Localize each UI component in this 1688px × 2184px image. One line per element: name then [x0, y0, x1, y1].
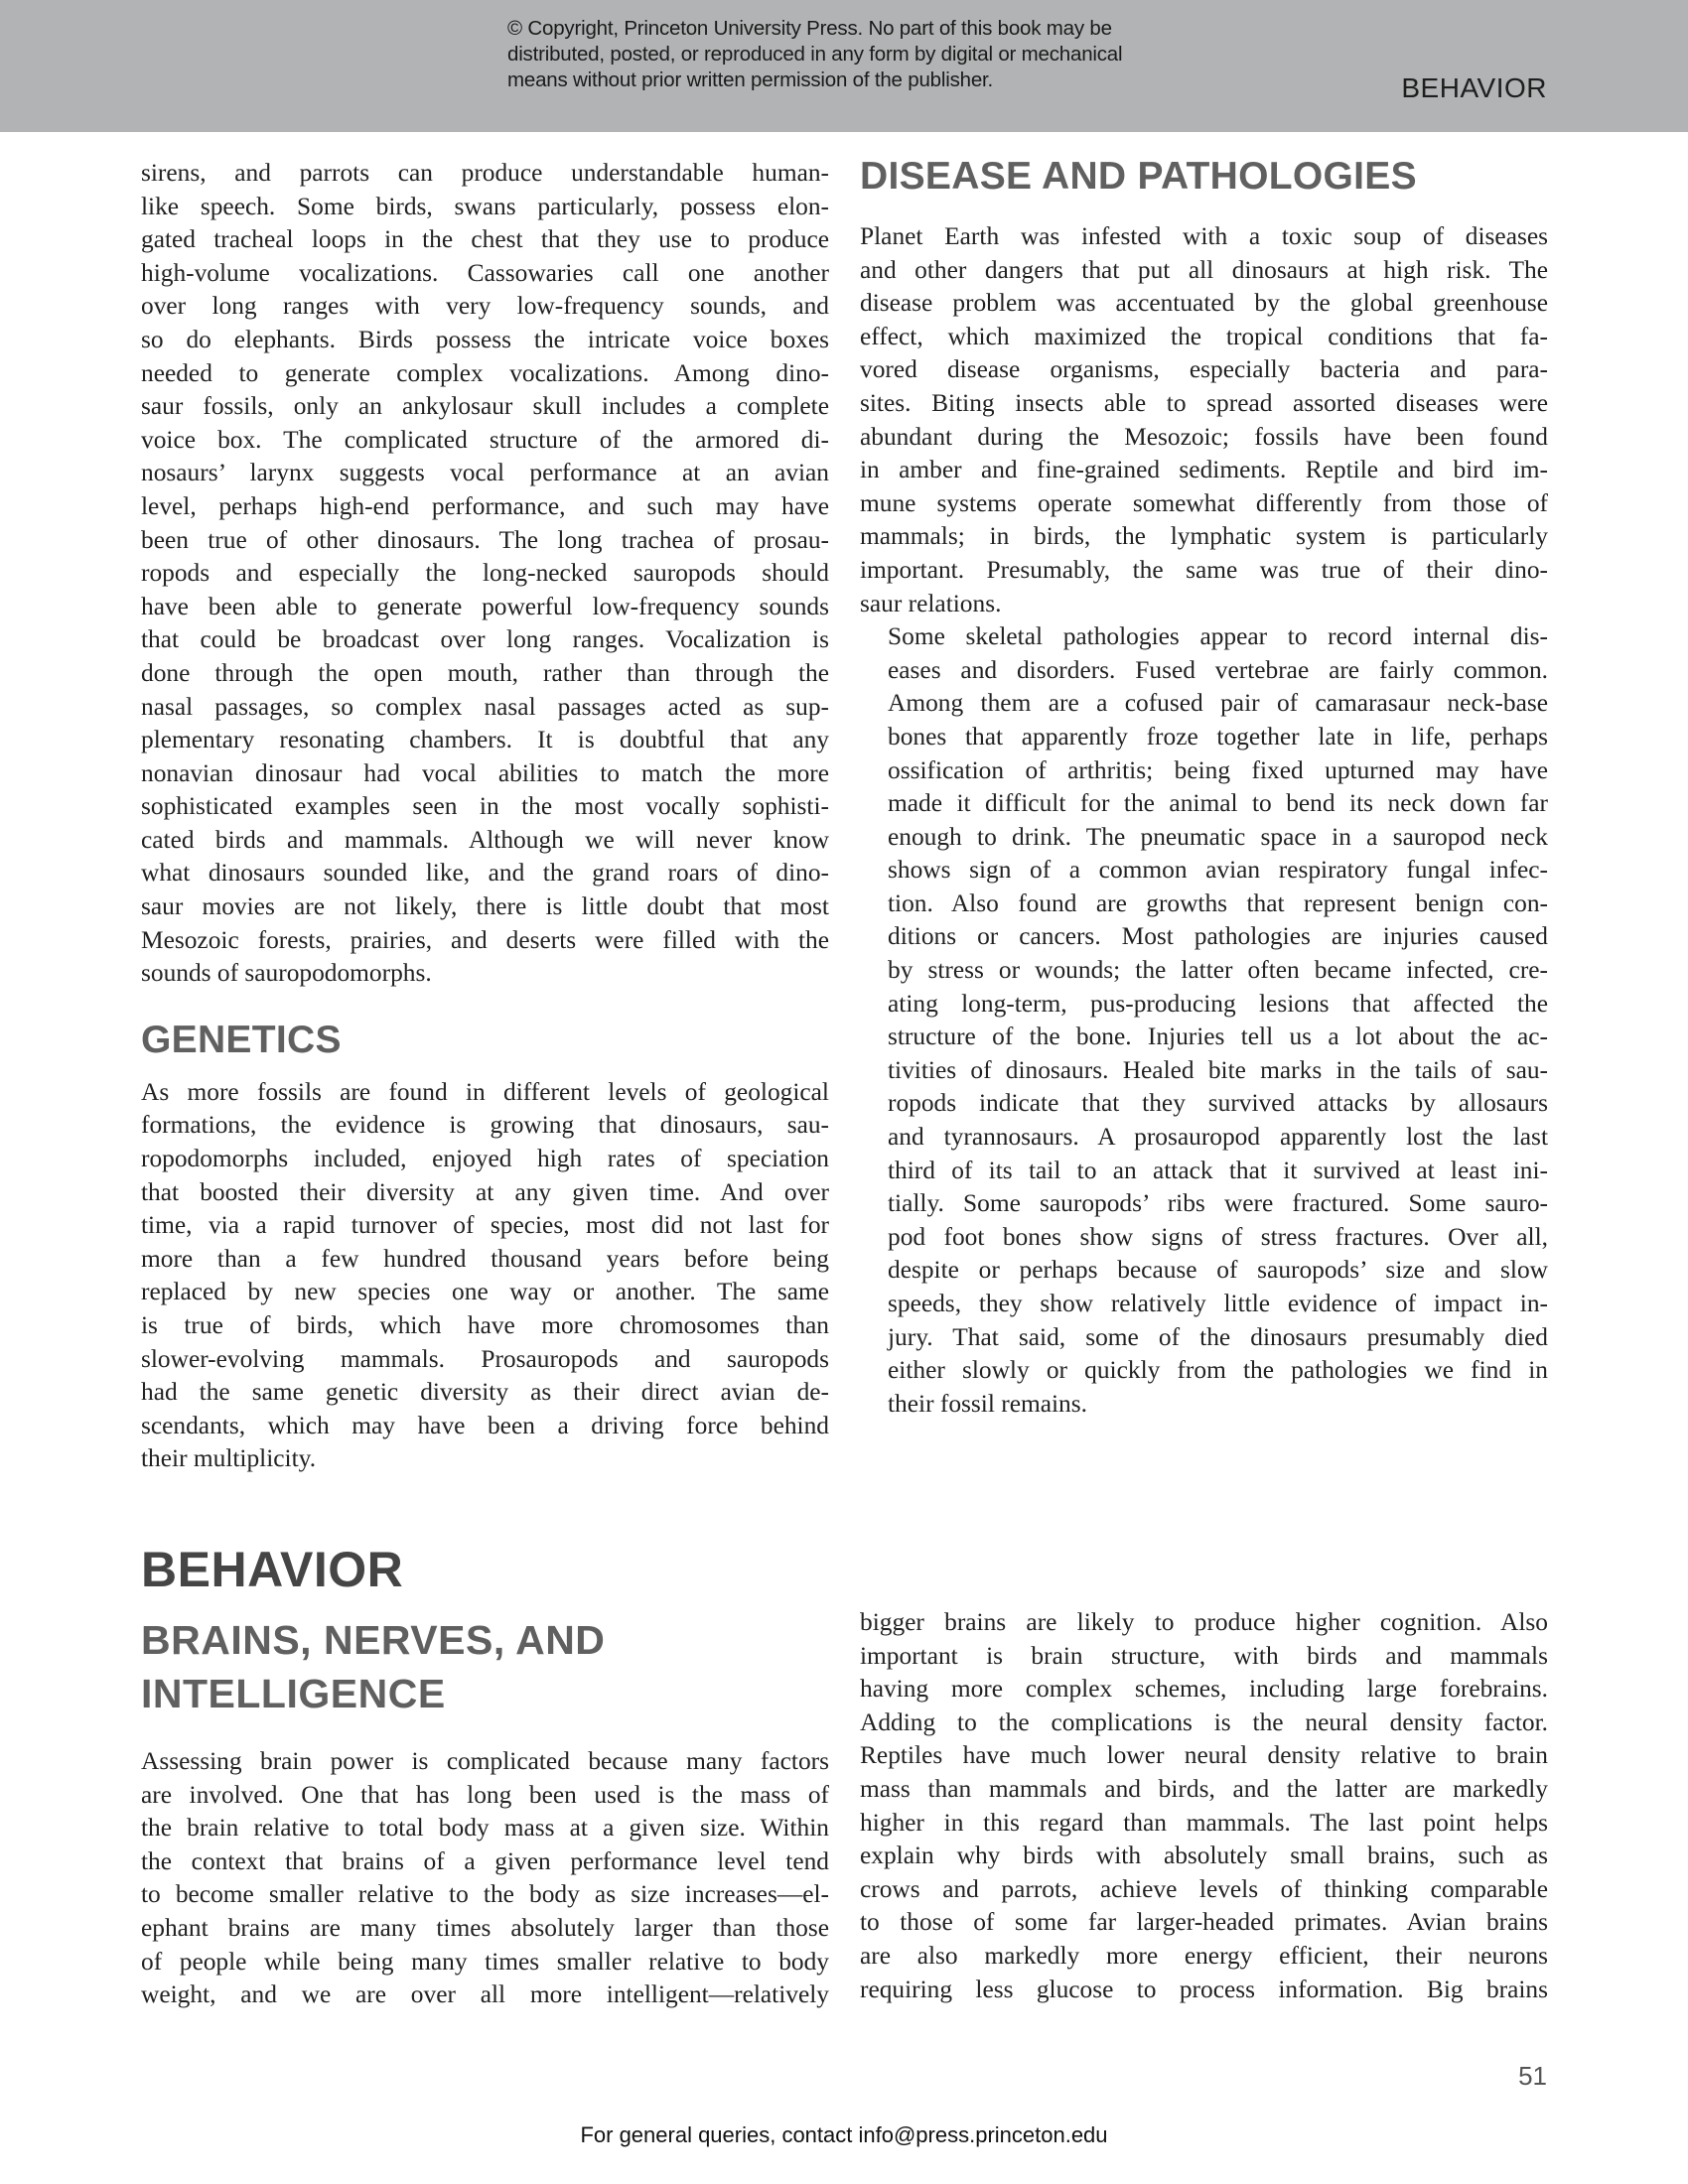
text-line: ephant brains are many times absolutely larger than those	[141, 1913, 829, 1942]
text-line: that could be broadcast over long ranges. Vocalization is	[141, 625, 829, 654]
text-line: in amber and fine-grained sediments. Reptile and bird im-	[860, 456, 1548, 484]
text-line: so do elephants. Birds possess the intricate voice boxes	[141, 325, 829, 353]
text-line: nonavian dinosaur had vocal abilities to match the more	[141, 758, 829, 787]
text-line: the brain relative to total body mass at a given size. Within	[141, 1814, 829, 1843]
subheading-line: INTELLIGENCE	[141, 1671, 446, 1716]
section-heading-genetics: GENETICS	[141, 1018, 342, 1061]
text-line: ditions or cancers. Most pathologies are injuries caused	[888, 922, 1548, 951]
text-line: the context that brains of a given performance level tend	[141, 1846, 829, 1875]
text-line: to those of some far larger-headed primates. Avian brains	[860, 1908, 1548, 1937]
text-line: As more fossils are found in different levels of geological	[141, 1077, 829, 1106]
text-line: voice box. The complicated structure of the armored di-	[141, 425, 829, 454]
top-left-column	[141, 157, 829, 1476]
text-line: what dinosaurs sounded like, and the grand roars of dino-	[141, 859, 829, 887]
bottom-right-column	[860, 1606, 1548, 2006]
text-line: eases and disorders. Fused vertebrae are fairly common.	[888, 655, 1548, 684]
copyright-line: © Copyright, Princeton University Press. No part of this book may be	[507, 17, 1112, 40]
text-line: had the same genetic diversity as their direct avian de-	[141, 1378, 829, 1407]
text-line: their fossil remains.	[888, 1389, 1087, 1418]
text-line: saur fossils, only an ankylosaur skull includes a complete	[141, 392, 829, 421]
text-line: by stress or wounds; the latter often became infected, cre-	[888, 956, 1548, 985]
text-line: scendants, which may have been a driving force behind	[141, 1411, 829, 1439]
genetics-paragraph	[141, 1076, 829, 1476]
text-line: gated tracheal loops in the chest that they use to produce	[141, 225, 829, 254]
text-line: mune systems operate somewhat differently from those of	[860, 488, 1548, 517]
text-line: Adding to the complications is the neural density factor.	[860, 1707, 1548, 1736]
text-line: time, via a rapid turnover of species, most did not last for	[141, 1211, 829, 1240]
text-line: enough to drink. The pneumatic space in a sauropod neck	[888, 822, 1548, 851]
text-line: made it difficult for the animal to bend its neck down far	[888, 789, 1548, 818]
text-line: needed to generate complex vocalizations. Among dino-	[141, 358, 829, 387]
text-line: structure of the bone. Injuries tell us a lot about the ac-	[888, 1023, 1548, 1051]
text-line: sophisticated examples seen in the most vocally sophisti-	[141, 792, 829, 821]
text-line: higher in this regard than mammals. The last point helps	[860, 1808, 1548, 1837]
text-line: ropods and especially the long-necked sauropods should	[141, 559, 829, 588]
text-line: been true of other dinosaurs. The long trachea of prosau-	[141, 525, 829, 554]
text-line: slower-evolving mammals. Prosauropods and sauropods	[141, 1344, 829, 1373]
continuation-paragraph	[141, 157, 829, 991]
text-line: jury. That said, some of the dinosaurs presumably died	[888, 1322, 1548, 1351]
text-line: pod foot bones show signs of stress fractures. Over all,	[888, 1222, 1548, 1251]
text-line: important. Presumably, the same was true of their dino-	[860, 555, 1548, 584]
text-line: disease problem was accentuated by the global greenhouse	[860, 289, 1548, 318]
copyright-line: distributed, posted, or reproduced in any form by digital or mechanical	[507, 43, 1123, 66]
disease-paragraph-2	[860, 620, 1548, 1421]
text-line: having more complex schemes, including large forebrains.	[860, 1675, 1548, 1704]
text-line: are involved. One that has long been used is the mass of	[141, 1780, 829, 1809]
text-line: nasal passages, so complex nasal passages acted as sup-	[141, 692, 829, 721]
text-line: their multiplicity.	[141, 1444, 317, 1473]
text-line: effect, which maximized the tropical conditions that fa-	[860, 322, 1548, 350]
text-line: high-volume vocalizations. Cassowaries call one another	[141, 258, 829, 287]
text-line: bones that apparently froze together late in life, perhaps	[888, 722, 1548, 751]
text-line: requiring less glucose to process information. Big brains	[860, 1975, 1548, 2003]
running-head: BEHAVIOR	[1401, 72, 1547, 103]
text-line: speeds, they show relatively little evidence of impact in-	[888, 1290, 1548, 1317]
text-line: important is brain structure, with birds and mammals	[860, 1641, 1548, 1670]
text-line: despite or perhaps because of sauropods’ size and slow	[888, 1256, 1548, 1285]
text-line: sites. Biting insects able to spread assorted diseases were	[860, 388, 1548, 417]
text-line: saur movies are not likely, there is little doubt that most	[141, 892, 829, 921]
text-line: ropods indicate that they survived attacks by allosaurs	[888, 1089, 1548, 1118]
copyright-header-bar	[0, 0, 1688, 132]
brains-paragraph-right	[860, 1606, 1548, 2006]
contact-footer: For general queries, contact info@press.princeton.edu	[580, 2122, 1108, 2147]
text-line: vored disease organisms, especially bacteria and para-	[860, 355, 1548, 384]
text-line: explain why birds with absolutely small brains, such as	[860, 1842, 1548, 1870]
chapter-heading: BEHAVIOR	[141, 1542, 404, 1597]
text-line: and tyrannosaurs. A prosauropod apparently lost the last	[888, 1123, 1548, 1152]
text-line: and other dangers that put all dinosaurs at high risk. The	[860, 255, 1548, 284]
text-line: is true of birds, which have more chromosomes than	[141, 1311, 829, 1339]
subheading-line: BRAINS, NERVES, AND	[141, 1617, 606, 1663]
text-line: mammals; in birds, the lymphatic system is particularly	[860, 522, 1548, 551]
subsection-heading	[141, 1613, 836, 1720]
disease-paragraph-1	[860, 220, 1548, 620]
text-line: have been able to generate powerful low-frequency sounds	[141, 592, 829, 620]
text-line: of people while being many times smaller relative to body	[141, 1947, 829, 1976]
text-line: done through the open mouth, rather than through the	[141, 658, 829, 687]
text-line: ropodomorphs included, enjoyed high rates of speciation	[141, 1145, 829, 1173]
text-line: Among them are a cofused pair of camarasaur neck-base	[888, 689, 1548, 718]
text-line: either slowly or quickly from the pathologies we find in	[888, 1356, 1548, 1385]
text-line: cated birds and mammals. Although we will never know	[141, 825, 829, 854]
text-line: sounds of sauropodomorphs.	[141, 959, 432, 988]
text-line: abundant during the Mesozoic; fossils have been found	[860, 422, 1548, 451]
text-line: Reptiles have much lower neural density relative to brain	[860, 1741, 1548, 1770]
copyright-line: means without prior written permission of the publisher.	[507, 68, 994, 91]
page-number: 51	[1518, 2061, 1547, 2091]
text-line: Planet Earth was infested with a toxic soup of diseases	[860, 222, 1548, 250]
text-line: over long ranges with very low-frequency sounds, and	[141, 292, 829, 321]
text-line: ating long-term, pus-producing lesions that affected the	[888, 989, 1548, 1018]
section-heading-disease: DISEASE AND PATHOLOGIES	[860, 155, 1417, 198]
text-line: more than a few hundred thousand years before being	[141, 1244, 829, 1273]
text-line: nosaurs’ larynx suggests vocal performance at an avian	[141, 459, 829, 487]
text-line: are also markedly more energy efficient, their neurons	[860, 1941, 1548, 1970]
text-line: shows sign of a common avian respiratory fungal infec-	[888, 856, 1548, 885]
copyright-notice	[507, 16, 1222, 93]
text-line: crows and parrots, achieve levels of thinking comparable	[860, 1874, 1548, 1903]
text-line: weight, and we are over all more intelligent—relatively	[141, 1980, 829, 2009]
text-line: tially. Some sauropods’ ribs were fractured. Some sauro-	[888, 1189, 1548, 1218]
bottom-left-column	[141, 1745, 829, 2012]
top-right-column	[860, 155, 1548, 1421]
text-line: tivities of dinosaurs. Healed bite marks in the tails of sau-	[888, 1055, 1548, 1084]
text-line: to become smaller relative to the body as size increases—el-	[141, 1880, 829, 1909]
text-line: plementary resonating chambers. It is doubtful that any	[141, 726, 829, 754]
text-line: sirens, and parrots can produce understandable human-	[141, 159, 829, 187]
text-line: replaced by new species one way or another. The same	[141, 1278, 829, 1306]
text-line: ossification of arthritis; being fixed upturned may have	[888, 755, 1548, 784]
text-line: formations, the evidence is growing that dinosaurs, sau-	[141, 1111, 829, 1140]
text-line: bigger brains are likely to produce higher cognition. Also	[860, 1608, 1548, 1636]
text-line: third of its tail to an attack that it survived at least ini-	[888, 1156, 1548, 1184]
text-line: Assessing brain power is complicated because many factors	[141, 1747, 829, 1775]
text-line: that boosted their diversity at any given time. And over	[141, 1177, 829, 1206]
text-line: saur relations.	[860, 589, 1002, 617]
brains-paragraph-left	[141, 1745, 829, 2012]
text-line: mass than mammals and birds, and the latter are markedly	[860, 1774, 1548, 1803]
text-line: level, perhaps high-end performance, and such may have	[141, 491, 829, 520]
text-line: Some skeletal pathologies appear to record internal dis-	[888, 622, 1548, 651]
text-line: like speech. Some birds, swans particularly, possess elon-	[141, 192, 829, 220]
text-line: tion. Also found are growths that represent benign con-	[888, 888, 1548, 917]
text-line: Mesozoic forests, prairies, and deserts were filled with the	[141, 925, 829, 954]
